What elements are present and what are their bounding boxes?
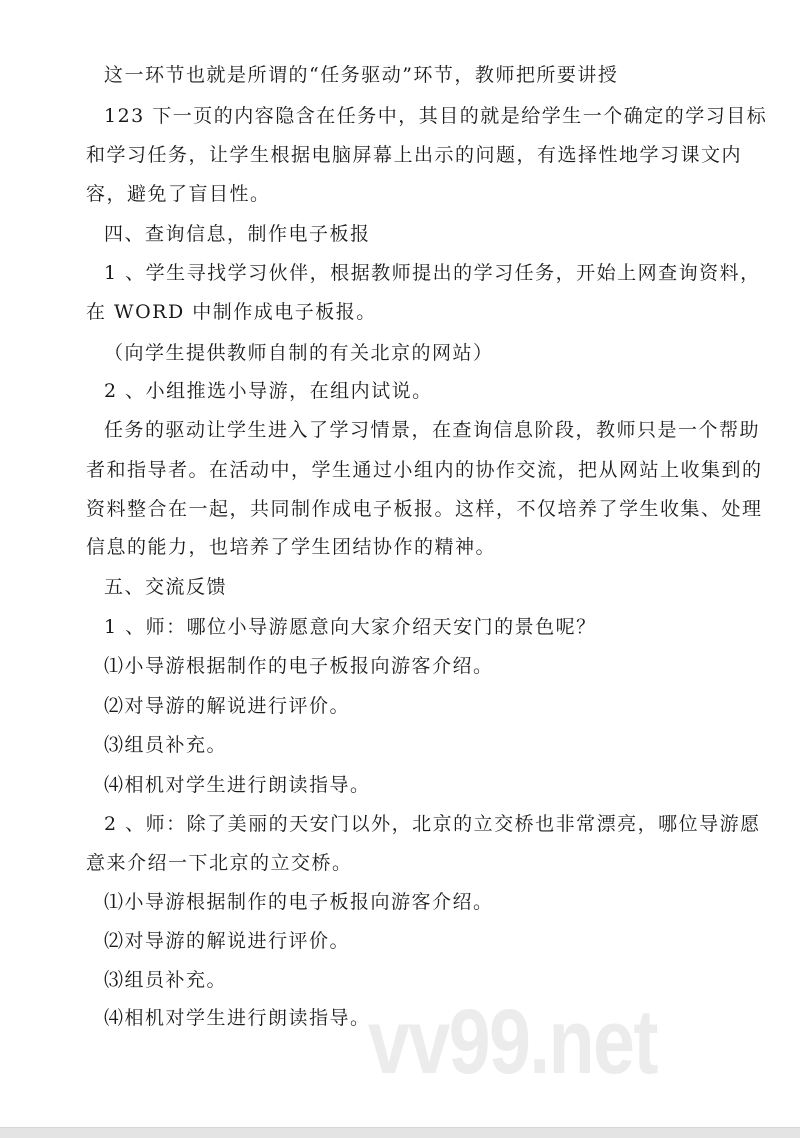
list-item: ⑴小导游根据制作的电子板报向游客介绍。	[104, 655, 494, 677]
list-item: ⑷相机对学生进行朗读指导。	[104, 1007, 371, 1029]
watermark: vv99.net	[368, 991, 657, 1093]
text-line: 2 、师：除了美丽的天安门以外，北京的立交桥也非常漂亮，哪位导游愿	[104, 813, 761, 835]
section-heading: 四、查询信息，制作电子板报	[104, 223, 371, 245]
text-line: 1 、学生寻找学习伙伴，根据教师提出的学习任务，开始上网查询资料，	[104, 262, 761, 284]
text-line: 这一环节也就是所谓的“任务驱动”环节，教师把所要讲授	[104, 64, 619, 86]
text-line: 在 WORD 中制作成电子板报。	[86, 301, 377, 323]
text-line: 和学习任务，让学生根据电脑屏幕上出示的问题，有选择性地学习课文内	[86, 144, 743, 166]
list-item: ⑷相机对学生进行朗读指导。	[104, 774, 371, 796]
text-line: 2 、小组推选小导游，在组内试说。	[104, 380, 433, 402]
text-line: 信息的能力，也培养了学生团结协作的精神。	[86, 536, 497, 558]
text-line: 123 下一页的内容隐含在任务中，其目的就是给学生一个确定的学习目标	[104, 105, 768, 127]
text-line: 者和指导者。在活动中，学生通过小组内的协作交流，把从网站上收集到的	[86, 459, 763, 481]
list-item: ⑵对导游的解说进行评价。	[104, 930, 351, 952]
list-item: ⑶组员补充。	[104, 734, 228, 756]
list-item: ⑶组员补充。	[104, 969, 228, 991]
text-line: 1 、师：哪位小导游愿意向大家介绍天安门的景色呢？	[104, 616, 597, 638]
text-line: （向学生提供教师自制的有关北京的网站）	[104, 342, 494, 364]
section-heading: 五、交流反馈	[104, 576, 228, 598]
page-bottom-edge	[0, 1127, 800, 1138]
text-line: 意来介绍一下北京的立交桥。	[86, 852, 353, 874]
text-line: 容，避免了盲目性。	[86, 183, 271, 205]
text-line: 任务的驱动让学生进入了学习情景，在查询信息阶段，教师只是一个帮助	[104, 419, 761, 441]
list-item: ⑴小导游根据制作的电子板报向游客介绍。	[104, 891, 494, 913]
list-item: ⑵对导游的解说进行评价。	[104, 695, 351, 717]
text-line: 资料整合在一起，共同制作成电子板报。这样，不仅培养了学生收集、处理	[86, 498, 763, 520]
